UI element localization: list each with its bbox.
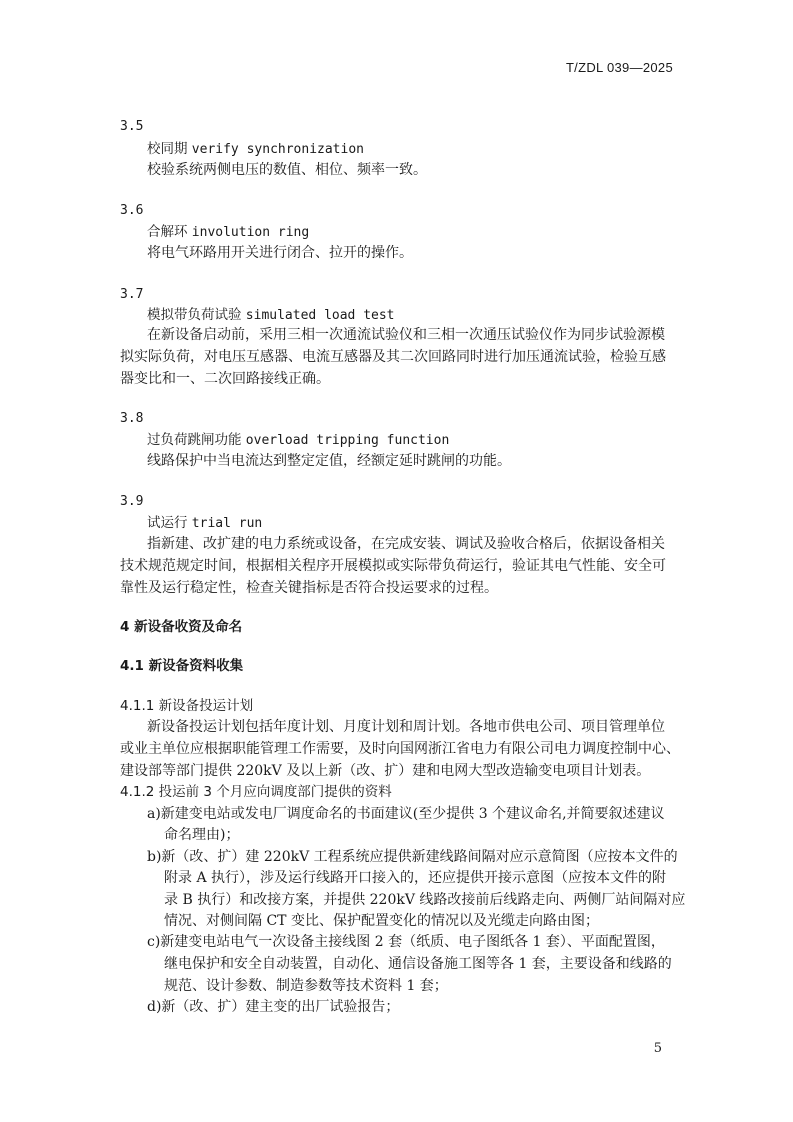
term-definition: 指新建、改扩建的电力系统或设备，在完成安装、调试及验收合格后，依据设备相关 [147, 536, 665, 552]
page-number: 5 [653, 1041, 662, 1056]
list-item-continued: 情况、对侧间隔 CT 变比、保护配置变化的情况以及光缆走向路由图； [164, 913, 599, 929]
list-item-continued: 命名理由)； [164, 827, 240, 843]
term-title [147, 429, 449, 452]
term-en: verify synchronization [191, 142, 364, 157]
section-heading: 4 新设备收资及命名 [120, 619, 243, 635]
list-item-continued: 继电保护和安全自动装置，自动化、通信设备施工图等各 1 套，主要设备和线路的 [164, 956, 672, 972]
term-zh: 模拟带负荷试验 [147, 307, 242, 323]
paragraph-line: 建设部等部门提供 220kV 及以上新（改、扩）建和电网大型改造输变电项目计划表。 [120, 763, 651, 779]
list-item: a)新建变电站或发电厂调度命名的书面建议(至少提供 3 个建议命名,并简要叙述建议 [147, 806, 665, 822]
list-item: c)新建变电站电气一次设备主接线图 2 套（纸质、电子图纸各 1 套）、平面配置图， [147, 934, 665, 950]
term-definition: 器变比和一、二次回路接线正确。 [120, 371, 330, 387]
term-number: 3.6 [120, 203, 144, 218]
list-item-continued: 录 B 执行）和改接方案，并提供 220kV 线路改接前后线路走向、两侧厂站间隔对应 [164, 892, 686, 908]
section-heading: 4.1 新设备资料收集 [120, 658, 244, 674]
term-number: 3.8 [120, 411, 144, 426]
term-definition: 校验系统两侧电压的数值、相位、频率一致。 [147, 162, 427, 178]
term-number: 3.9 [120, 494, 144, 509]
term-number: 3.7 [120, 287, 144, 302]
term-zh: 试运行 [147, 515, 188, 531]
term-en: simulated load test [245, 308, 395, 323]
term-definition: 拟实际负荷，对电压互感器、电流互感器及其二次回路同时进行加压通流试验，检验互感 [120, 349, 666, 365]
list-item: b)新（改、扩）建 220kV 工程系统应提供新建线路间隔对应示意简图（应按本文件的 [147, 849, 678, 865]
term-definition: 技术规范规定时间，根据相关程序开展模拟或实际带负荷运行，验证其电气性能、安全可 [120, 558, 666, 574]
term-zh: 合解环 [147, 224, 188, 240]
list-item-continued: 规范、设计参数、制造参数等技术资料 1 套； [164, 978, 448, 994]
term-title [147, 512, 262, 535]
term-en: overload tripping function [245, 433, 450, 448]
term-definition: 靠性及运行稳定性，检查关键指标是否符合投运要求的过程。 [120, 580, 498, 596]
term-definition: 在新设备启动前，采用三相一次通流试验仪和三相一次通压试验仪作为同步试验源模 [147, 327, 665, 343]
paragraph-line: 新设备投运计划包括年度计划、月度计划和周计划。各地市供电公司、项目管理单位 [147, 719, 665, 735]
subsection-heading: 4.1.2 投运前 3 个月应向调度部门提供的资料 [120, 784, 392, 800]
term-title [147, 138, 364, 161]
term-en: involution ring [191, 225, 310, 240]
term-number: 3.5 [120, 119, 144, 134]
term-definition: 将电气环路用开关进行闭合、拉开的操作。 [147, 245, 413, 261]
subsection-heading: 4.1.1 新设备投运计划 [120, 698, 254, 714]
term-zh: 过负荷跳闸功能 [147, 432, 242, 448]
paragraph-line: 或业主单位应根据职能管理工作需要，及时向国网浙江省电力有限公司电力调度控制中心、 [120, 741, 680, 757]
term-zh: 校同期 [147, 141, 188, 157]
term-title [147, 221, 309, 244]
list-item-continued: 附录 A 执行），涉及运行线路开口接入的，还应提供开接示意图（应按本文件的附 [164, 870, 667, 886]
term-en: trial run [191, 516, 263, 531]
document-code: T/ZDL 039—2025 [565, 60, 673, 75]
list-item: d)新（改、扩）建主变的出厂试验报告； [147, 999, 400, 1015]
term-definition: 线路保护中当电流达到整定定值，经额定延时跳闸的功能。 [147, 453, 511, 469]
